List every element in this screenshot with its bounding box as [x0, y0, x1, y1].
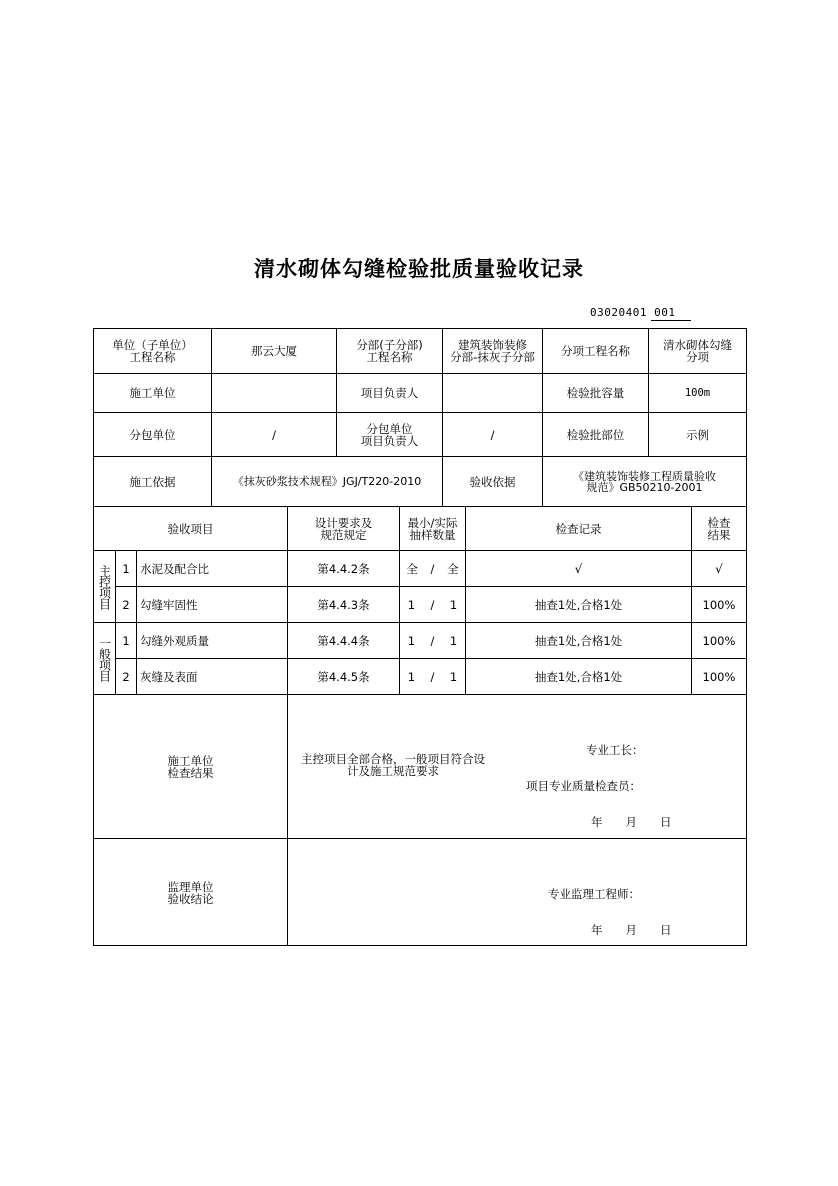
foreman-signature-label: 专业工长：	[586, 743, 644, 757]
row-item-name: 勾缝外观质量	[137, 623, 288, 659]
row-sample	[400, 623, 466, 659]
row-number: 2	[116, 659, 137, 695]
builder-check-date: 年 月 日	[591, 815, 672, 829]
row-item-name: 水泥及配合比	[137, 551, 288, 587]
row-requirement: 第4.4.2条	[288, 551, 400, 587]
sample-separator: /	[430, 633, 435, 648]
construction-basis-label: 施工依据	[94, 457, 212, 507]
col-header-result: 检查 结果	[692, 507, 746, 551]
row-sample	[400, 659, 466, 695]
group-label-general: 一般项目	[94, 623, 116, 695]
builder-check-label: 施工单位 检查结果	[94, 695, 288, 839]
row-sample	[400, 587, 466, 623]
sample-separator: /	[430, 597, 435, 612]
batch-capacity-value: 100m	[649, 374, 746, 413]
sample-actual: 1	[449, 633, 458, 648]
col-header-requirement: 设计要求及 规范规定	[288, 507, 400, 551]
document-number: 03020401 001	[590, 306, 676, 319]
project-manager-label: 项目负责人	[337, 374, 443, 413]
sample-separator: /	[430, 561, 435, 576]
builder-value	[212, 374, 337, 413]
row-requirement: 第4.4.3条	[288, 587, 400, 623]
subcontractor-value: /	[212, 413, 337, 457]
row-record: 抽查1处,合格1处	[466, 623, 692, 659]
document-number-underline	[651, 320, 691, 321]
sample-actual: 1	[449, 597, 458, 612]
subcontractor-pm-value: /	[443, 413, 543, 457]
batch-location-label: 检验批部位	[543, 413, 649, 457]
supervisor-check-date: 年 月 日	[591, 923, 672, 937]
row-sample	[400, 551, 466, 587]
row-result-checkmark: √	[692, 551, 746, 587]
row-number: 1	[116, 551, 137, 587]
project-manager-value	[443, 374, 543, 413]
page-title: 清水砌体勾缝检验批质量验收记录	[254, 256, 584, 281]
acceptance-basis-value: 《建筑装饰装修工程质量验收 规范》GB50210-2001	[543, 457, 746, 507]
sample-min: 1	[407, 633, 416, 648]
batch-location-value: 示例	[649, 413, 746, 457]
sample-separator: /	[430, 669, 435, 684]
batch-capacity-label: 检验批容量	[543, 374, 649, 413]
subdivision-label: 分部(子分部) 工程名称	[337, 329, 443, 374]
sample-actual: 1	[449, 669, 458, 684]
subitem-value: 清水砌体勾缝 分项	[649, 329, 746, 374]
row-result: 100%	[692, 587, 746, 623]
row-requirement: 第4.4.4条	[288, 623, 400, 659]
project-name-label: 单位（子单位） 工程名称	[94, 329, 212, 374]
inspection-record-table	[93, 328, 747, 946]
row-number: 2	[116, 587, 137, 623]
sample-min: 1	[407, 597, 416, 612]
col-header-item: 验收项目	[94, 507, 288, 551]
row-record-checkmark: √	[466, 551, 692, 587]
subcontractor-label: 分包单位	[94, 413, 212, 457]
row-result: 100%	[692, 623, 746, 659]
subcontractor-pm-label: 分包单位 项目负责人	[337, 413, 443, 457]
sample-actual: 全	[447, 561, 459, 576]
sample-min: 1	[407, 669, 416, 684]
sample-min: 全	[406, 561, 418, 576]
quality-inspector-signature-label: 项目专业质量检查员：	[526, 779, 641, 793]
row-requirement: 第4.4.5条	[288, 659, 400, 695]
row-item-name: 勾缝牢固性	[137, 587, 288, 623]
col-header-sample: 最小/实际 抽样数量	[400, 507, 466, 551]
row-record: 抽查1处,合格1处	[466, 659, 692, 695]
supervising-engineer-signature-label: 专业监理工程师：	[548, 887, 640, 901]
row-result: 100%	[692, 659, 746, 695]
row-record: 抽查1处,合格1处	[466, 587, 692, 623]
acceptance-basis-label: 验收依据	[443, 457, 543, 507]
row-number: 1	[116, 623, 137, 659]
project-name-value: 那云大厦	[212, 329, 337, 374]
builder-check-conclusion: 主控项目全部合格，一般项目符合设 计及施工规范要求	[301, 752, 485, 778]
construction-basis-value: 《抹灰砂浆技术规程》JGJ/T220-2010	[212, 457, 443, 507]
subitem-label: 分项工程名称	[543, 329, 649, 374]
supervisor-check-label: 监理单位 验收结论	[94, 839, 288, 946]
col-header-record: 检查记录	[466, 507, 692, 551]
group-label-main-control: 主控项目	[94, 551, 116, 623]
subdivision-value: 建筑装饰装修 分部-抹灰子分部	[443, 329, 543, 374]
row-item-name: 灰缝及表面	[137, 659, 288, 695]
builder-label: 施工单位	[94, 374, 212, 413]
